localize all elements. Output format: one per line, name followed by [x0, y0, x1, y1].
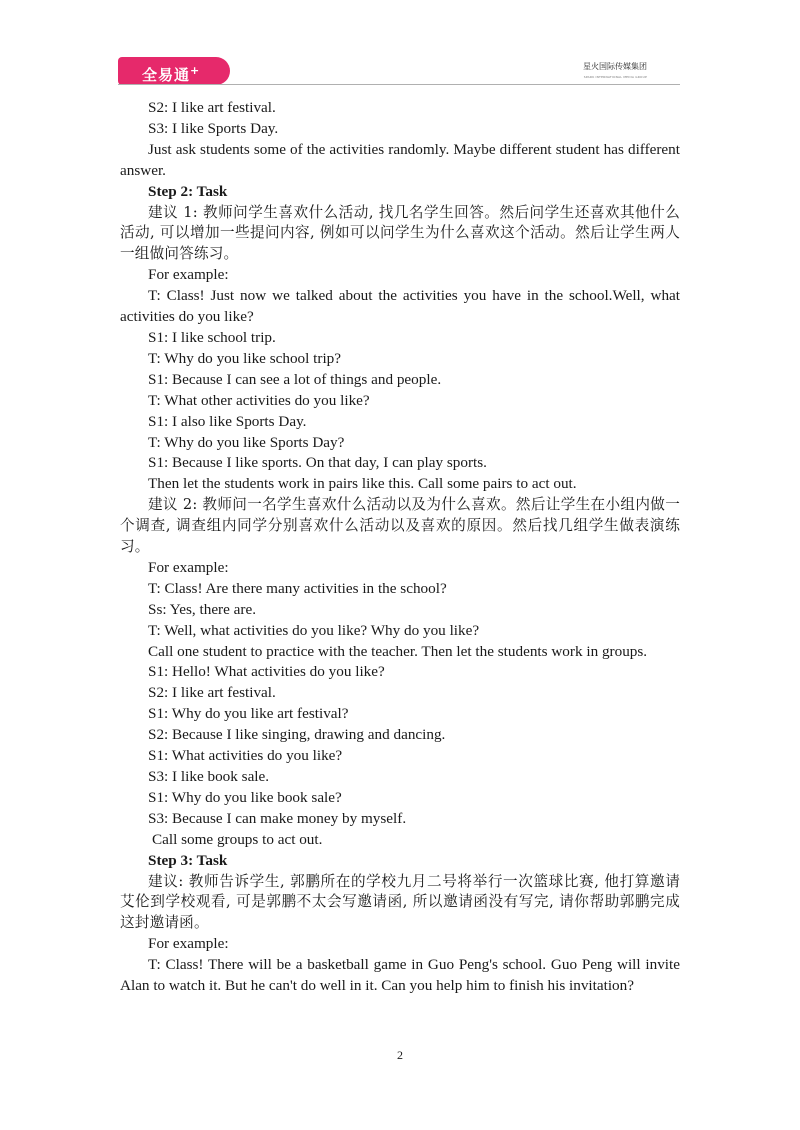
paragraph: T: Why do you like Sports Day?: [148, 433, 345, 451]
step-heading: [120, 182, 680, 203]
suggestion-paragraph: 建议 2: 教师问一名学生喜欢什么活动以及为什么喜欢。然后让学生在小组内做一个调查, 调查组内同学分别喜欢什么活动以及喜欢的原因。然后找几组学生做表演练习。: [120, 496, 680, 556]
paragraph: Ss: Yes, there are.: [148, 600, 256, 618]
paragraph: S1: Why do you like art festival?: [148, 705, 349, 723]
step-title: : Task: [188, 182, 228, 200]
paragraph: S3: I like Sports Day.: [148, 119, 279, 137]
paragraph: S2: I like art festival.: [148, 684, 276, 702]
publisher-subtitle: SPARK INTERNATIONAL MEDIA GROUP: [583, 75, 647, 79]
paragraph: T: Well, what activities do you like? Why do you like?: [148, 621, 480, 639]
header-divider: [118, 84, 680, 85]
paragraph: T: Class! Are there many activities in the school?: [148, 579, 447, 597]
paragraph: Just ask students some of the activities randomly. Maybe different student has different answer.: [120, 140, 680, 179]
page-header: [0, 0, 800, 90]
paragraph: T: Class! There will be a basketball game in Guo Peng's school. Guo Peng will invite Alan to watch it. But he can't do well in it. Can you help him to finish his invitation?: [120, 956, 680, 995]
paragraph: Call some groups to act out.: [152, 830, 323, 848]
step-label: Step 3: [148, 851, 189, 869]
paragraph: For example:: [148, 935, 229, 953]
paragraph: T: What other activities do you like?: [148, 391, 370, 409]
brand-logo: [118, 57, 230, 85]
paragraph: S3: I like book sale.: [148, 768, 270, 785]
paragraph: S1: Hello! What activities do you like?: [148, 663, 385, 681]
paragraph: S1: What activities do you like?: [148, 747, 343, 765]
document-body: [120, 98, 680, 997]
paragraph: Call one student to practice with the teacher. Then let the students work in groups.: [148, 642, 648, 660]
paragraph: T: Class! Just now we talked about the activities you have in the school.Well, what activities do you like?: [120, 287, 680, 326]
suggestion-paragraph: 建议: 教师告诉学生, 郭鹏所在的学校九月二号将举行一次篮球比赛, 他打算邀请艾伦到学校观看, 可是郭鹏不太会写邀请函, 所以邀请函没有写完, 请你帮助郭鹏完成这封邀请函。: [120, 872, 680, 932]
paragraph: S1: I also like Sports Day.: [148, 412, 307, 430]
paragraph: S2: I like art festival.: [148, 99, 276, 116]
suggestion-paragraph: 建议 1: 教师问学生喜欢什么活动, 找几名学生回答。然后问学生还喜欢其他什么活动, 可以增加一些提问内容, 例如可以问学生为什么喜欢这个活动。然后让学生两人一组做问答练习。: [120, 203, 680, 263]
publisher-name: 星火国际传媒集团: [583, 62, 647, 71]
logo-text: 全易通: [142, 66, 191, 84]
paragraph: S1: Because I like sports. On that day, I can play sports.: [148, 454, 487, 472]
page-number: 2: [397, 1048, 403, 1062]
paragraph: S3: Because I can make money by myself.: [148, 809, 407, 827]
paragraph: S1: Why do you like book sale?: [148, 788, 342, 806]
paragraph: S1: I like school trip.: [148, 328, 276, 346]
paragraph: S1: Because I can see a lot of things and people.: [148, 370, 442, 388]
logo-plus: +: [190, 64, 201, 77]
step-heading: [120, 851, 680, 872]
paragraph: For example:: [148, 558, 229, 576]
step-title: : Task: [188, 851, 228, 869]
step-label: Step 2: [148, 182, 189, 200]
paragraph: T: Why do you like school trip?: [148, 349, 341, 367]
paragraph: For example:: [148, 266, 229, 284]
paragraph: Then let the students work in pairs like this. Call some pairs to act out.: [148, 475, 577, 493]
paragraph: S2: Because I like singing, drawing and dancing.: [148, 726, 446, 744]
publisher-brand: [583, 62, 647, 82]
